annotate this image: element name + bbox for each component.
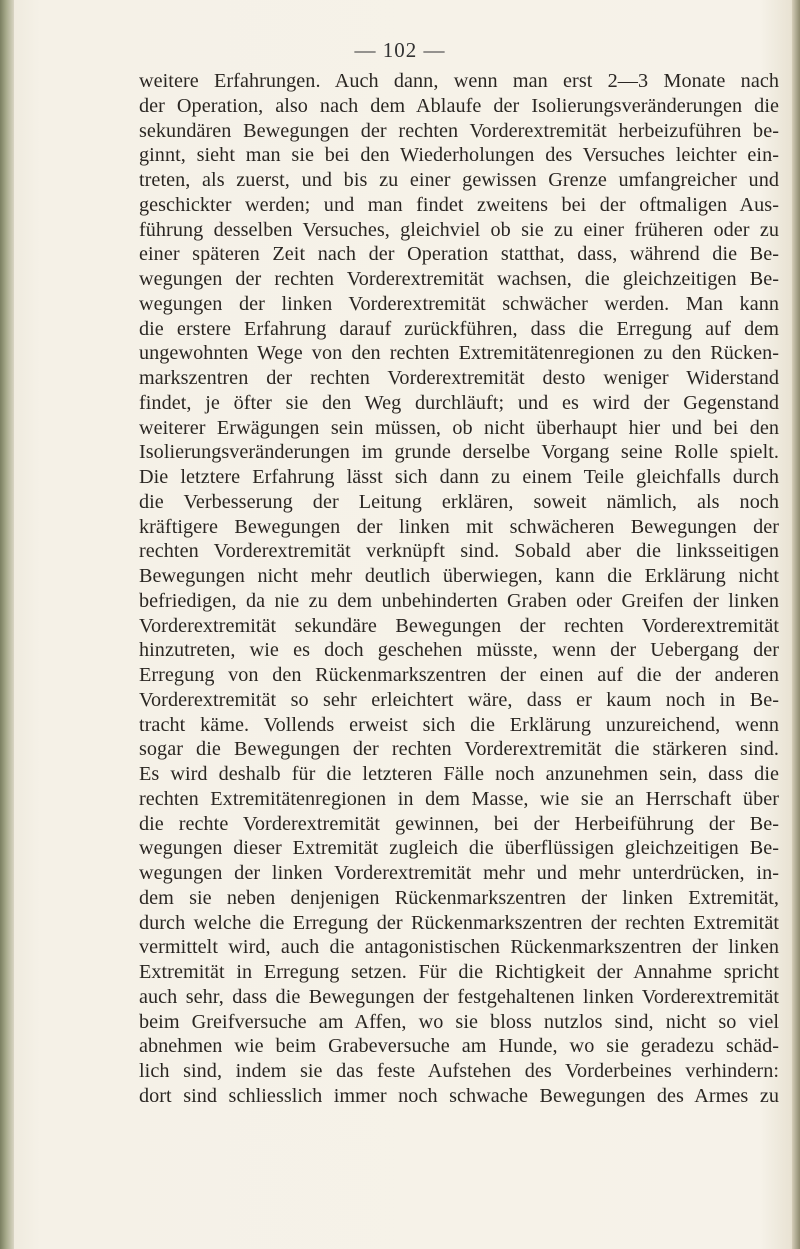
text-line: kräftigere Bewegungen der linken mit schwächeren Bewegungen der [139, 515, 779, 538]
text-line: rechten Vorderextremität verknüpft sind. Sobald aber die linksseitigen [139, 540, 779, 563]
text-line: auch sehr, dass die Bewegungen der festgehaltenen linken Vorderextremität [139, 985, 779, 1008]
text-line: treten, als zuerst, und bis zu einer gewissen Grenze umfangreicher und [139, 169, 779, 191]
text-line: Extremität in Erregung setzen. Für die Richtigkeit der Annahme spricht [139, 961, 779, 983]
text-line: Isolierungsveränderungen im grunde derselbe Vorgang seine Rolle spielt. [139, 441, 779, 464]
text-line: ungewohnten Wege von den rechten Extremitätenregionen zu den Rücken- [139, 342, 779, 365]
page-outer-edge [792, 0, 800, 1249]
text-line: sogar die Bewegungen der rechten Vorderextremität die stärkeren sind. [139, 738, 779, 761]
text-line: der Operation, also nach dem Ablaufe der Isolierungsveränderungen die [139, 94, 779, 117]
text-line: die Verbesserung der Leitung erklären, soweit nämlich, als noch [139, 490, 779, 513]
text-line: wegungen der linken Vorderextremität mehr und mehr unterdrücken, in- [139, 862, 779, 884]
text-line: Vorderextremität so sehr erleichtert wäre, dass er kaum noch in Be- [139, 688, 779, 711]
text-line: die erstere Erfahrung darauf zurückführen, dass die Erregung auf dem [139, 317, 779, 340]
text-line: geschickter werden; und man findet zweitens bei der oftmaligen Aus- [139, 193, 779, 216]
text-line: beim Greifversuche am Affen, wo sie bloss nutzlos sind, nicht so viel [139, 1010, 779, 1033]
text-line: findet, je öfter sie den Weg durchläuft; und es wird der Gegenstand [139, 391, 779, 414]
text-line: dort sind schliesslich immer noch schwache Bewegungen des Armes zu [139, 1084, 779, 1107]
text-line: einer späteren Zeit nach der Operation statthat, dass, während die Be- [139, 243, 779, 266]
text-line: Es wird deshalb für die letzteren Fälle noch anzunehmen sein, dass die [139, 763, 779, 785]
text-line: ginnt, sieht man sie bei den Wiederholungen des Versuches leichter ein- [139, 144, 779, 167]
page-number: — 102 — [354, 38, 446, 62]
text-line: befriedigen, da nie zu dem unbehinderten Graben oder Greifen der linken [139, 589, 779, 612]
text-line: sekundären Bewegungen der rechten Vorderextremität herbeizuführen be- [139, 119, 779, 142]
text-line: die rechte Vorderextremität gewinnen, bei der Herbeiführung der Be- [139, 812, 779, 835]
text-line: Erregung von den Rückenmarkszentren der einen auf die der anderen [139, 664, 779, 686]
text-line: hinzutreten, wie es doch geschehen müsste, wenn der Uebergang der [139, 639, 779, 662]
text-line: Vorderextremität sekundäre Bewegungen der rechten Vorderextremität [139, 614, 779, 637]
text-line: dem sie neben denjenigen Rückenmarkszentren der linken Extremität, [139, 886, 779, 909]
text-line: wegungen dieser Extremität zugleich die überflüssigen gleichzeitigen Be- [139, 837, 779, 860]
text-line: Die letztere Erfahrung lässt sich dann zu einem Teile gleichfalls durch [139, 466, 779, 488]
text-line: abnehmen wie beim Grabeversuche am Hunde, wo sie geradezu schäd- [139, 1035, 779, 1058]
text-line: wegungen der rechten Vorderextremität wachsen, die gleichzeitigen Be- [139, 268, 779, 290]
text-line: Bewegungen nicht mehr deutlich überwiegen, kann die Erklärung nicht [139, 565, 779, 587]
body-text [139, 69, 779, 1109]
text-line: vermittelt wird, auch die antagonistischen Rückenmarkszentren der linken [139, 936, 779, 959]
text-line: rechten Extremitätenregionen in dem Masse, wie sie an Herrschaft über [139, 787, 779, 810]
text-line: durch welche die Erregung der Rückenmarkszentren der rechten Extremität [139, 911, 779, 934]
text-line: wegungen der linken Vorderextremität schwächer werden. Man kann [139, 292, 779, 315]
text-line: tracht käme. Vollends erweist sich die Erklärung unzureichend, wenn [139, 713, 779, 736]
text-line: lich sind, indem sie das feste Aufstehen des Vorderbeines verhindern: [139, 1060, 779, 1082]
text-line: markszentren der rechten Vorderextremität desto weniger Widerstand [139, 367, 779, 389]
text-line: weitere Erfahrungen. Auch dann, wenn man erst 2—3 Monate nach [139, 70, 779, 92]
text-line: führung desselben Versuches, gleichviel ob sie zu einer früheren oder zu [139, 218, 779, 241]
page-binding-edge [0, 0, 14, 1249]
text-line: weiterer Erwägungen sein müssen, ob nicht überhaupt hier und bei den [139, 416, 779, 439]
